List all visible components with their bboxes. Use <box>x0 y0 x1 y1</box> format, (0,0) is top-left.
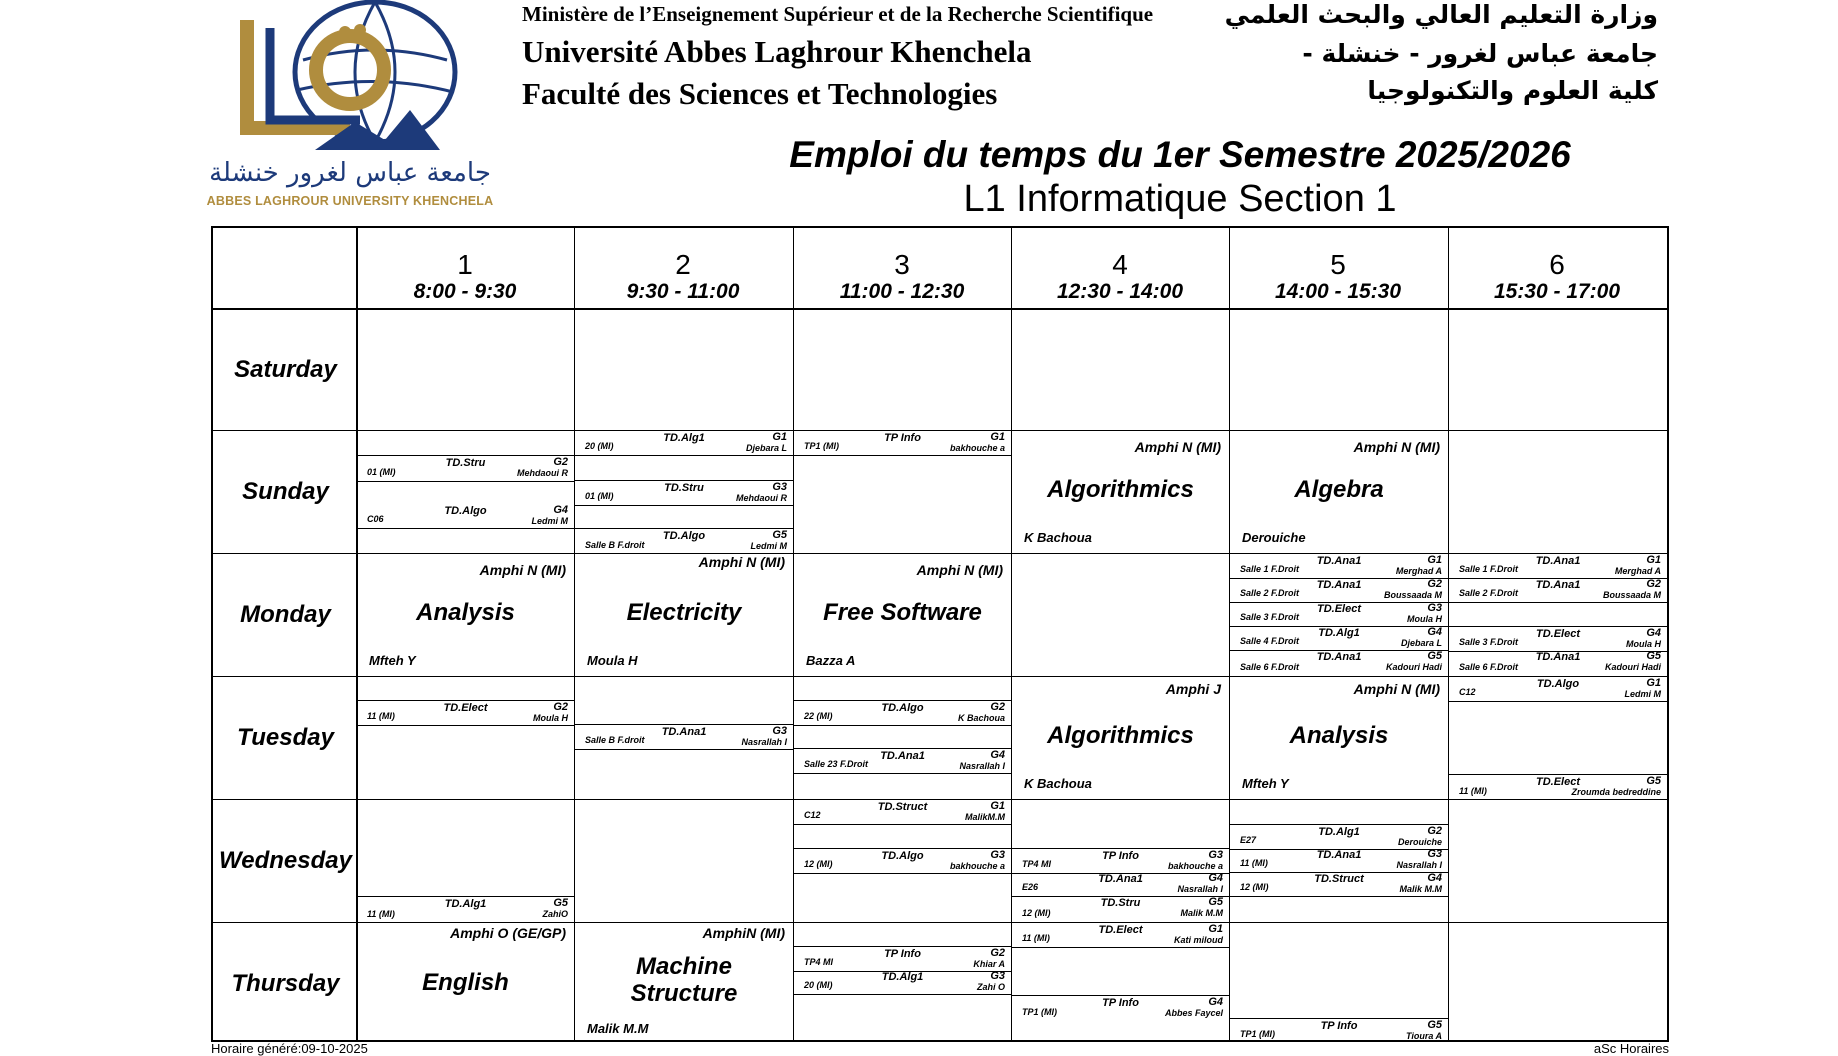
session-teacher: Kadouri Hadi <box>1604 662 1661 672</box>
generated-date: Horaire généré:09-10-2025 <box>211 1041 368 1056</box>
session-subject: TD.Alg1 <box>881 971 924 983</box>
day-label-saturday: Saturday <box>234 356 337 383</box>
day-label-wednesday: Wednesday <box>219 847 352 874</box>
session-group: G4 <box>1427 872 1442 884</box>
session-room: 20 (MI) <box>585 441 614 451</box>
university-logo-icon <box>225 0 465 160</box>
ministry-french: Ministère de l’Enseignement Supérieur et de la Recherche Scientifique <box>522 2 1154 26</box>
group-session <box>1012 848 1229 874</box>
period-header-6 <box>1448 250 1666 304</box>
session-group: G3 <box>1208 849 1223 861</box>
session-room: Salle B F.droit <box>585 735 645 745</box>
session-room: C12 <box>804 810 821 820</box>
session-teacher: Merghad A <box>1395 566 1442 576</box>
session-group: G4 <box>1646 627 1661 639</box>
faculty-french: Faculté des Sciences et Technologies <box>522 76 998 111</box>
session-room: 11 (MI) <box>367 711 395 721</box>
session-teacher: Mehdaoui R <box>736 493 787 503</box>
session-subject: TD.Elect <box>1535 776 1580 788</box>
university-logo <box>200 0 500 212</box>
session-teacher: Boussaada M <box>1383 590 1442 600</box>
day-label-tuesday: Tuesday <box>237 724 334 751</box>
session-group: G2 <box>1427 578 1442 590</box>
day-label-monday: Monday <box>240 601 331 628</box>
lecture-teacher: Moula H <box>587 653 638 668</box>
day-label-sunday: Sunday <box>242 478 329 505</box>
session-subject: TD.Struct <box>1314 873 1364 885</box>
session-teacher: Ledmi M <box>531 516 568 526</box>
lecture-teacher: K Bachoua <box>1024 776 1092 791</box>
group-session <box>1449 650 1667 676</box>
session-subject: TD.Ana1 <box>661 726 707 738</box>
lecture-cell <box>575 554 793 676</box>
lecture-cell <box>1230 431 1448 553</box>
session-group: G1 <box>990 431 1005 443</box>
session-group: G3 <box>990 970 1005 982</box>
software-credit: aSc Horaires <box>1593 1041 1669 1056</box>
period-number: 3 <box>894 249 910 280</box>
group-session <box>1230 602 1448 627</box>
session-teacher: Nasrallah I <box>741 737 787 747</box>
group-session <box>357 455 574 482</box>
group-session <box>1012 995 1229 1021</box>
group-session <box>794 700 1011 726</box>
session-teacher: Boussaada M <box>1602 590 1661 600</box>
session-group: G4 <box>990 749 1005 761</box>
session-subject: TD.Ana1 <box>880 750 925 762</box>
session-room: Salle 1 F.Droit <box>1240 564 1300 574</box>
lecture-cell <box>1012 677 1229 799</box>
session-subject: TP Info <box>884 948 921 960</box>
session-subject: TD.Ana1 <box>1316 579 1362 591</box>
session-teacher: bakhouche a <box>949 443 1005 453</box>
logo-arabic-text: جامعة عباس لغرور خنشلة <box>209 158 491 188</box>
university-arabic: جامعة عباس لغرور - خنشلة - <box>1302 39 1658 68</box>
session-teacher: Derouiche <box>1397 837 1442 847</box>
session-group: G1 <box>990 800 1005 812</box>
group-session <box>1449 626 1667 652</box>
session-room: 20 (MI) <box>804 980 833 990</box>
group-session <box>575 528 793 554</box>
session-subject: TD.Ana1 <box>1535 555 1581 567</box>
lecture-room: Amphi N (MI) <box>1353 439 1440 455</box>
session-teacher: Nasrallah I <box>1396 860 1442 870</box>
session-teacher: bakhouche a <box>1167 861 1223 871</box>
session-group: G3 <box>772 481 787 493</box>
session-room: 12 (MI) <box>1240 882 1269 892</box>
session-group: G5 <box>1646 775 1661 787</box>
period-time: 9:30 - 11:00 <box>626 280 740 303</box>
session-room: 11 (MI) <box>1240 858 1268 868</box>
group-session <box>794 800 1011 825</box>
lecture-room: Amphi N (MI) <box>698 554 785 570</box>
session-room: Salle 3 F.Droit <box>1240 612 1300 622</box>
group-session <box>1230 554 1448 579</box>
lecture-room: AmphiN (MI) <box>702 925 785 941</box>
session-subject: TD.Ana1 <box>1535 651 1581 663</box>
group-session <box>1012 896 1229 922</box>
group-session <box>794 431 1011 456</box>
period-time: 14:00 - 15:30 <box>1274 280 1402 303</box>
group-session <box>794 748 1011 774</box>
period-number: 5 <box>1330 249 1346 280</box>
timetable-title: Emploi du temps du 1er Semestre 2025/2026 <box>789 134 1571 175</box>
session-teacher: Moula H <box>1626 639 1661 649</box>
group-session <box>794 946 1011 972</box>
logo-english-text: ABBES LAGHROUR UNIVERSITY KHENCHELA <box>206 194 494 208</box>
lecture-course: Algorithmics <box>1047 476 1194 503</box>
session-group: G3 <box>772 725 787 737</box>
session-group: G5 <box>1208 896 1223 908</box>
session-teacher: Ledmi M <box>1624 689 1661 699</box>
group-session <box>357 504 574 529</box>
session-teacher: Malik M.M <box>1399 884 1442 894</box>
session-subject: TP Info <box>1102 850 1139 862</box>
session-group: G2 <box>553 456 568 468</box>
session-group: G3 <box>1427 602 1442 614</box>
session-subject: TD.Alg1 <box>444 898 487 910</box>
session-room: 01 (MI) <box>367 467 396 477</box>
session-group: G1 <box>1646 677 1661 689</box>
session-subject: TD.Elect <box>1535 628 1580 640</box>
session-teacher: Nasrallah I <box>1177 884 1223 894</box>
session-subject: TD.Alg1 <box>1318 826 1360 838</box>
lecture-cell <box>1012 431 1229 553</box>
session-subject: TD.Alg1 <box>1318 627 1360 639</box>
session-group: G2 <box>1646 578 1661 590</box>
session-teacher: Ledmi M <box>750 541 787 551</box>
session-room: Salle 3 F.Droit <box>1459 637 1519 647</box>
session-teacher: K Bachoua <box>957 713 1005 723</box>
session-subject: TD.Elect <box>443 702 488 714</box>
timetable-grid <box>211 226 1669 1042</box>
group-session <box>794 848 1011 874</box>
lecture-room: Amphi O (GE/GP) <box>450 925 566 941</box>
faculty-arabic: كلية العلوم والتكنولوجيا <box>1367 76 1658 105</box>
session-subject: TD.Ana1 <box>1316 651 1362 663</box>
session-group: G5 <box>1427 1019 1442 1031</box>
lecture-course: Free Software <box>823 599 982 626</box>
period-header-1 <box>356 250 574 304</box>
group-session <box>575 480 793 506</box>
lecture-cell <box>357 923 574 1044</box>
session-room: Salle 23 F.Droit <box>804 759 869 769</box>
period-header-3 <box>793 250 1011 304</box>
period-time: 12:30 - 14:00 <box>1056 280 1184 303</box>
session-subject: TD.Stru <box>1100 897 1141 909</box>
group-session <box>575 724 793 750</box>
session-group: G5 <box>1646 650 1661 662</box>
lecture-teacher: K Bachoua <box>1024 530 1092 545</box>
period-time: 8:00 - 9:30 <box>413 280 517 303</box>
session-room: TP1 (MI) <box>1240 1029 1275 1039</box>
session-subject: TD.Ana1 <box>1316 555 1362 567</box>
lecture-room: Amphi N (MI) <box>479 562 566 578</box>
lecture-cell <box>794 554 1011 676</box>
lecture-cell <box>357 554 574 676</box>
day-label-thursday: Thursday <box>231 970 340 997</box>
lecture-room: Amphi N (MI) <box>1353 681 1440 697</box>
period-number: 6 <box>1549 249 1565 280</box>
session-group: G4 <box>1427 626 1442 638</box>
group-session <box>1230 650 1448 676</box>
group-session <box>575 431 793 456</box>
lecture-cell <box>575 923 793 1044</box>
group-session <box>1230 1018 1448 1043</box>
session-teacher: Merghad A <box>1614 566 1661 576</box>
period-number: 4 <box>1112 249 1128 280</box>
session-room: Salle 2 F.Droit <box>1459 588 1519 598</box>
period-time: 11:00 - 12:30 <box>839 280 965 303</box>
lecture-teacher: Mfteh Y <box>1242 776 1289 791</box>
group-session <box>1449 677 1667 702</box>
session-subject: TP Info <box>884 432 921 444</box>
session-group: G1 <box>1646 554 1661 566</box>
group-session <box>1449 578 1667 603</box>
session-teacher: Moula H <box>533 713 568 723</box>
group-session <box>1012 872 1229 897</box>
session-teacher: Kati miloud <box>1174 935 1223 945</box>
session-group: G2 <box>990 947 1005 959</box>
session-subject: TD.Stru <box>664 482 704 494</box>
session-room: TP1 (MI) <box>1022 1007 1057 1017</box>
group-session <box>1230 872 1448 897</box>
group-session <box>1230 626 1448 651</box>
lecture-teacher: Derouiche <box>1242 530 1306 545</box>
session-group: G4 <box>1208 996 1223 1008</box>
lecture-course: Analysis <box>416 599 515 626</box>
header-row-divider <box>213 308 1667 310</box>
group-session <box>794 970 1011 995</box>
university-french: Université Abbes Laghrour Khenchela <box>522 34 1032 69</box>
period-time: 15:30 - 17:00 <box>1493 280 1621 303</box>
session-group: G1 <box>1208 923 1223 935</box>
timetable-subtitle: L1 Informatique Section 1 <box>963 178 1397 220</box>
session-room: Salle 1 F.Droit <box>1459 564 1519 574</box>
session-teacher: Tioura A <box>1405 1031 1442 1041</box>
session-group: G5 <box>772 529 787 541</box>
session-subject: TD.Ana1 <box>1098 873 1143 885</box>
group-session <box>357 700 574 726</box>
lecture-course: Algebra <box>1294 476 1384 503</box>
session-teacher: bakhouche a <box>949 861 1005 871</box>
session-subject: TD.Elect <box>1098 924 1143 936</box>
ministry-arabic: وزارة التعليم العالي والبحث العلمي <box>1224 0 1658 29</box>
session-teacher: Zroumda bedreddine <box>1571 787 1661 797</box>
period-header-5 <box>1229 250 1447 304</box>
session-room: 11 (MI) <box>367 909 395 919</box>
session-subject: TD.Algo <box>444 505 487 517</box>
session-group: G5 <box>553 897 568 909</box>
session-room: 11 (MI) <box>1459 786 1487 796</box>
group-session <box>1012 923 1229 948</box>
session-group: G3 <box>1427 848 1442 860</box>
session-subject: TD.Elect <box>1316 603 1361 615</box>
group-session <box>1230 848 1448 873</box>
session-teacher: Moula H <box>1407 614 1442 624</box>
session-subject: TD.Algo <box>1536 678 1580 690</box>
session-room: 01 (MI) <box>585 491 614 501</box>
session-room: TP4 MI <box>804 957 834 967</box>
group-session <box>1230 824 1448 850</box>
session-subject: TP Info <box>1102 997 1139 1009</box>
session-teacher: Abbes Faycel <box>1164 1008 1223 1018</box>
period-header-4 <box>1011 250 1229 304</box>
session-room: 22 (MI) <box>804 711 833 721</box>
group-session <box>1449 554 1667 579</box>
session-subject: TD.Algo <box>881 702 924 714</box>
session-teacher: Malik M.M <box>1180 908 1223 918</box>
session-room: TP4 MI <box>1022 859 1052 869</box>
lecture-room: Amphi N (MI) <box>916 562 1003 578</box>
session-subject: TD.Algo <box>881 850 924 862</box>
session-subject: TD.Ana1 <box>1535 579 1581 591</box>
session-group: G2 <box>990 701 1005 713</box>
session-teacher: Nasrallah I <box>959 761 1005 771</box>
session-teacher: Khiar A <box>973 959 1005 969</box>
session-group: G4 <box>553 504 568 516</box>
session-teacher: Zahi O <box>976 982 1005 992</box>
session-room: E26 <box>1022 882 1039 892</box>
session-group: G1 <box>772 431 787 443</box>
lecture-teacher: Malik M.M <box>587 1021 649 1036</box>
group-session <box>357 896 574 923</box>
session-room: Salle 6 F.Droit <box>1459 662 1519 672</box>
period-header-2 <box>574 250 792 304</box>
group-session <box>1449 774 1667 800</box>
lecture-cell <box>1230 677 1448 799</box>
session-room: Salle 6 F.Droit <box>1240 662 1300 672</box>
group-session <box>1230 578 1448 603</box>
session-group: G5 <box>1427 650 1442 662</box>
session-room: 12 (MI) <box>804 859 833 869</box>
session-teacher: Mehdaoui R <box>517 468 568 478</box>
session-room: Salle 2 F.Droit <box>1240 588 1300 598</box>
session-subject: TD.Ana1 <box>1316 849 1362 861</box>
session-subject: TD.Struct <box>877 801 928 813</box>
session-subject: TD.Algo <box>662 530 706 542</box>
session-subject: TD.Stru <box>445 457 486 469</box>
lecture-course: Electricity <box>626 599 742 626</box>
session-room: C06 <box>367 514 384 524</box>
session-room: E27 <box>1240 835 1257 845</box>
lecture-course: Analysis <box>1289 722 1389 749</box>
lecture-course: Algorithmics <box>1047 722 1194 749</box>
period-number: 1 <box>457 249 473 280</box>
lecture-room: Amphi N (MI) <box>1134 439 1221 455</box>
session-room: C12 <box>1459 687 1476 697</box>
session-subject: TD.Alg1 <box>663 432 705 444</box>
session-teacher: ZahiO <box>542 909 568 919</box>
session-room: Salle B F.droit <box>585 540 645 550</box>
session-group: G2 <box>1427 825 1442 837</box>
session-room: 11 (MI) <box>1022 933 1050 943</box>
period-number: 2 <box>675 249 691 280</box>
lecture-teacher: Mfteh Y <box>369 653 416 668</box>
lecture-teacher: Bazza A <box>806 653 856 668</box>
session-teacher: Djebara L <box>1400 638 1442 648</box>
session-teacher: Kadouri Hadi <box>1385 662 1442 672</box>
session-group: G3 <box>990 849 1005 861</box>
lecture-course: English <box>422 969 509 996</box>
session-group: G2 <box>553 701 568 713</box>
session-teacher: Djebara L <box>745 443 787 453</box>
lecture-room: Amphi J <box>1165 681 1221 697</box>
session-group: G1 <box>1427 554 1442 566</box>
session-subject: TP Info <box>1320 1020 1358 1032</box>
session-room: TP1 (MI) <box>804 441 839 451</box>
session-room: Salle 4 F.Droit <box>1240 636 1300 646</box>
session-group: G4 <box>1208 872 1223 884</box>
session-room: 12 (MI) <box>1022 908 1051 918</box>
lecture-course: Machine Structure <box>630 953 738 1007</box>
session-teacher: MalikM.M <box>964 812 1005 822</box>
